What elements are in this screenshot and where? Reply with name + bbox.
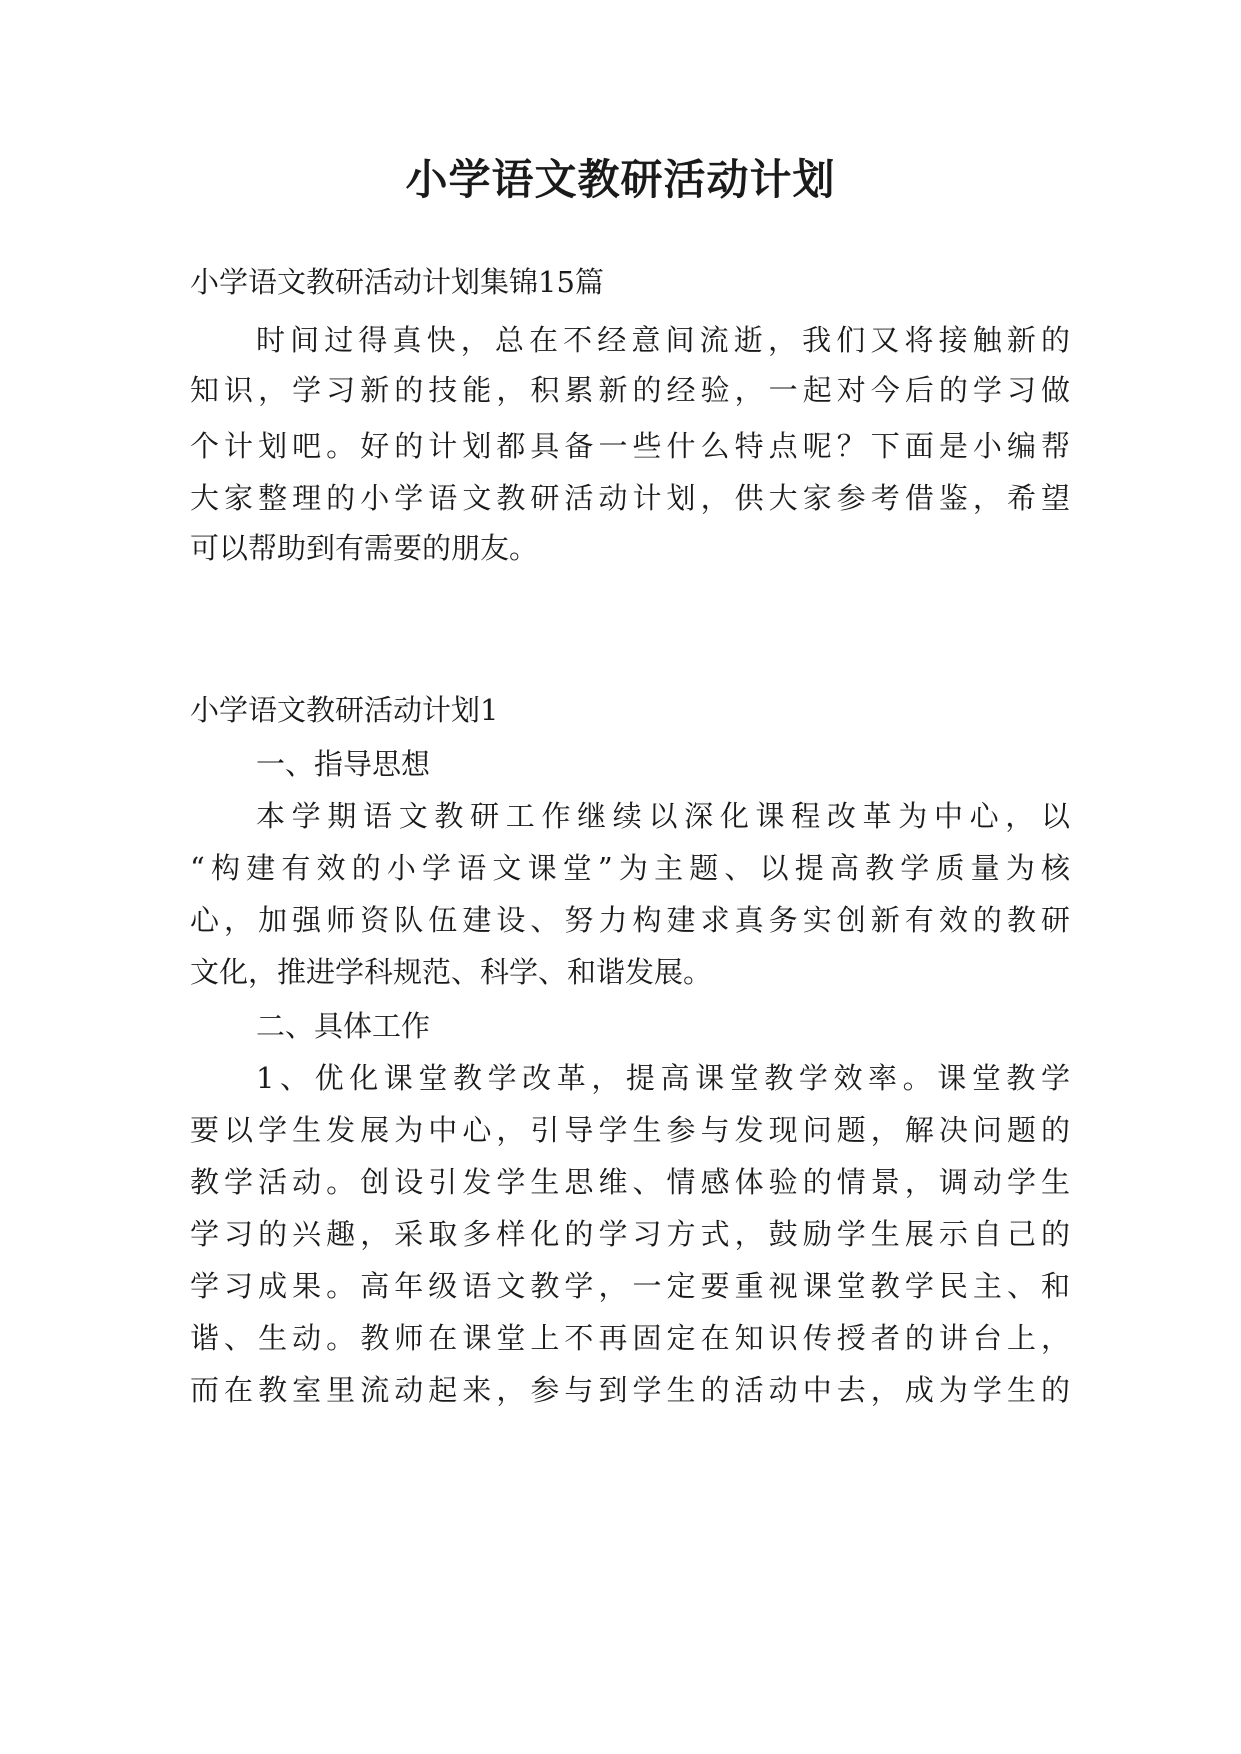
document-title: 小学语文教研活动计划 bbox=[405, 155, 836, 204]
paragraph-line: 本学期语文教研工作继续以深化课程改革为中心，以 bbox=[256, 799, 1070, 833]
paragraph-line: 要以学生发展为中心，引导学生参与发现问题，解决问题的 bbox=[190, 1113, 1070, 1147]
document-subtitle: 小学语文教研活动计划集锦15篇 bbox=[190, 265, 604, 299]
paragraph-line: 而在教室里流动起来，参与到学生的活动中去，成为学生的 bbox=[190, 1373, 1070, 1407]
paragraph-line: 教学活动。创设引发学生思维、情感体验的情景，调动学生 bbox=[190, 1165, 1070, 1199]
intro-line: 可以帮助到有需要的朋友。 bbox=[190, 531, 539, 565]
paragraph-line: 谐、生动。教师在课堂上不再固定在知识传授者的讲台上， bbox=[190, 1321, 1070, 1355]
paragraph-line: 心，加强师资队伍建设、努力构建求真务实创新有效的教研 bbox=[190, 903, 1070, 937]
paragraph-line: 文化，推进学科规范、科学、和谐发展。 bbox=[190, 955, 713, 989]
section-heading: 二、具体工作 bbox=[256, 1009, 431, 1043]
paragraph-line: 学习的兴趣，采取多样化的学习方式，鼓励学生展示自己的 bbox=[190, 1217, 1070, 1251]
intro-line: 大家整理的小学语文教研活动计划，供大家参考借鉴，希望 bbox=[190, 481, 1070, 515]
section-heading: 一、指导思想 bbox=[256, 747, 431, 781]
intro-line: 时间过得真快，总在不经意间流逝，我们又将接触新的 bbox=[256, 323, 1070, 357]
intro-line: 知识，学习新的技能，积累新的经验，一起对今后的学习做 bbox=[190, 373, 1070, 407]
paragraph-line: 1、优化课堂教学改革，提高课堂教学效率。课堂教学 bbox=[256, 1061, 1070, 1095]
paragraph-line: 学习成果。高年级语文教学，一定要重视课堂教学民主、和 bbox=[190, 1269, 1070, 1303]
intro-line: 个计划吧。好的计划都具备一些什么特点呢？下面是小编帮 bbox=[190, 429, 1070, 463]
paragraph-line: “构建有效的小学语文课堂”为主题、以提高教学质量为核 bbox=[190, 851, 1070, 885]
section-title: 小学语文教研活动计划1 bbox=[190, 693, 499, 727]
